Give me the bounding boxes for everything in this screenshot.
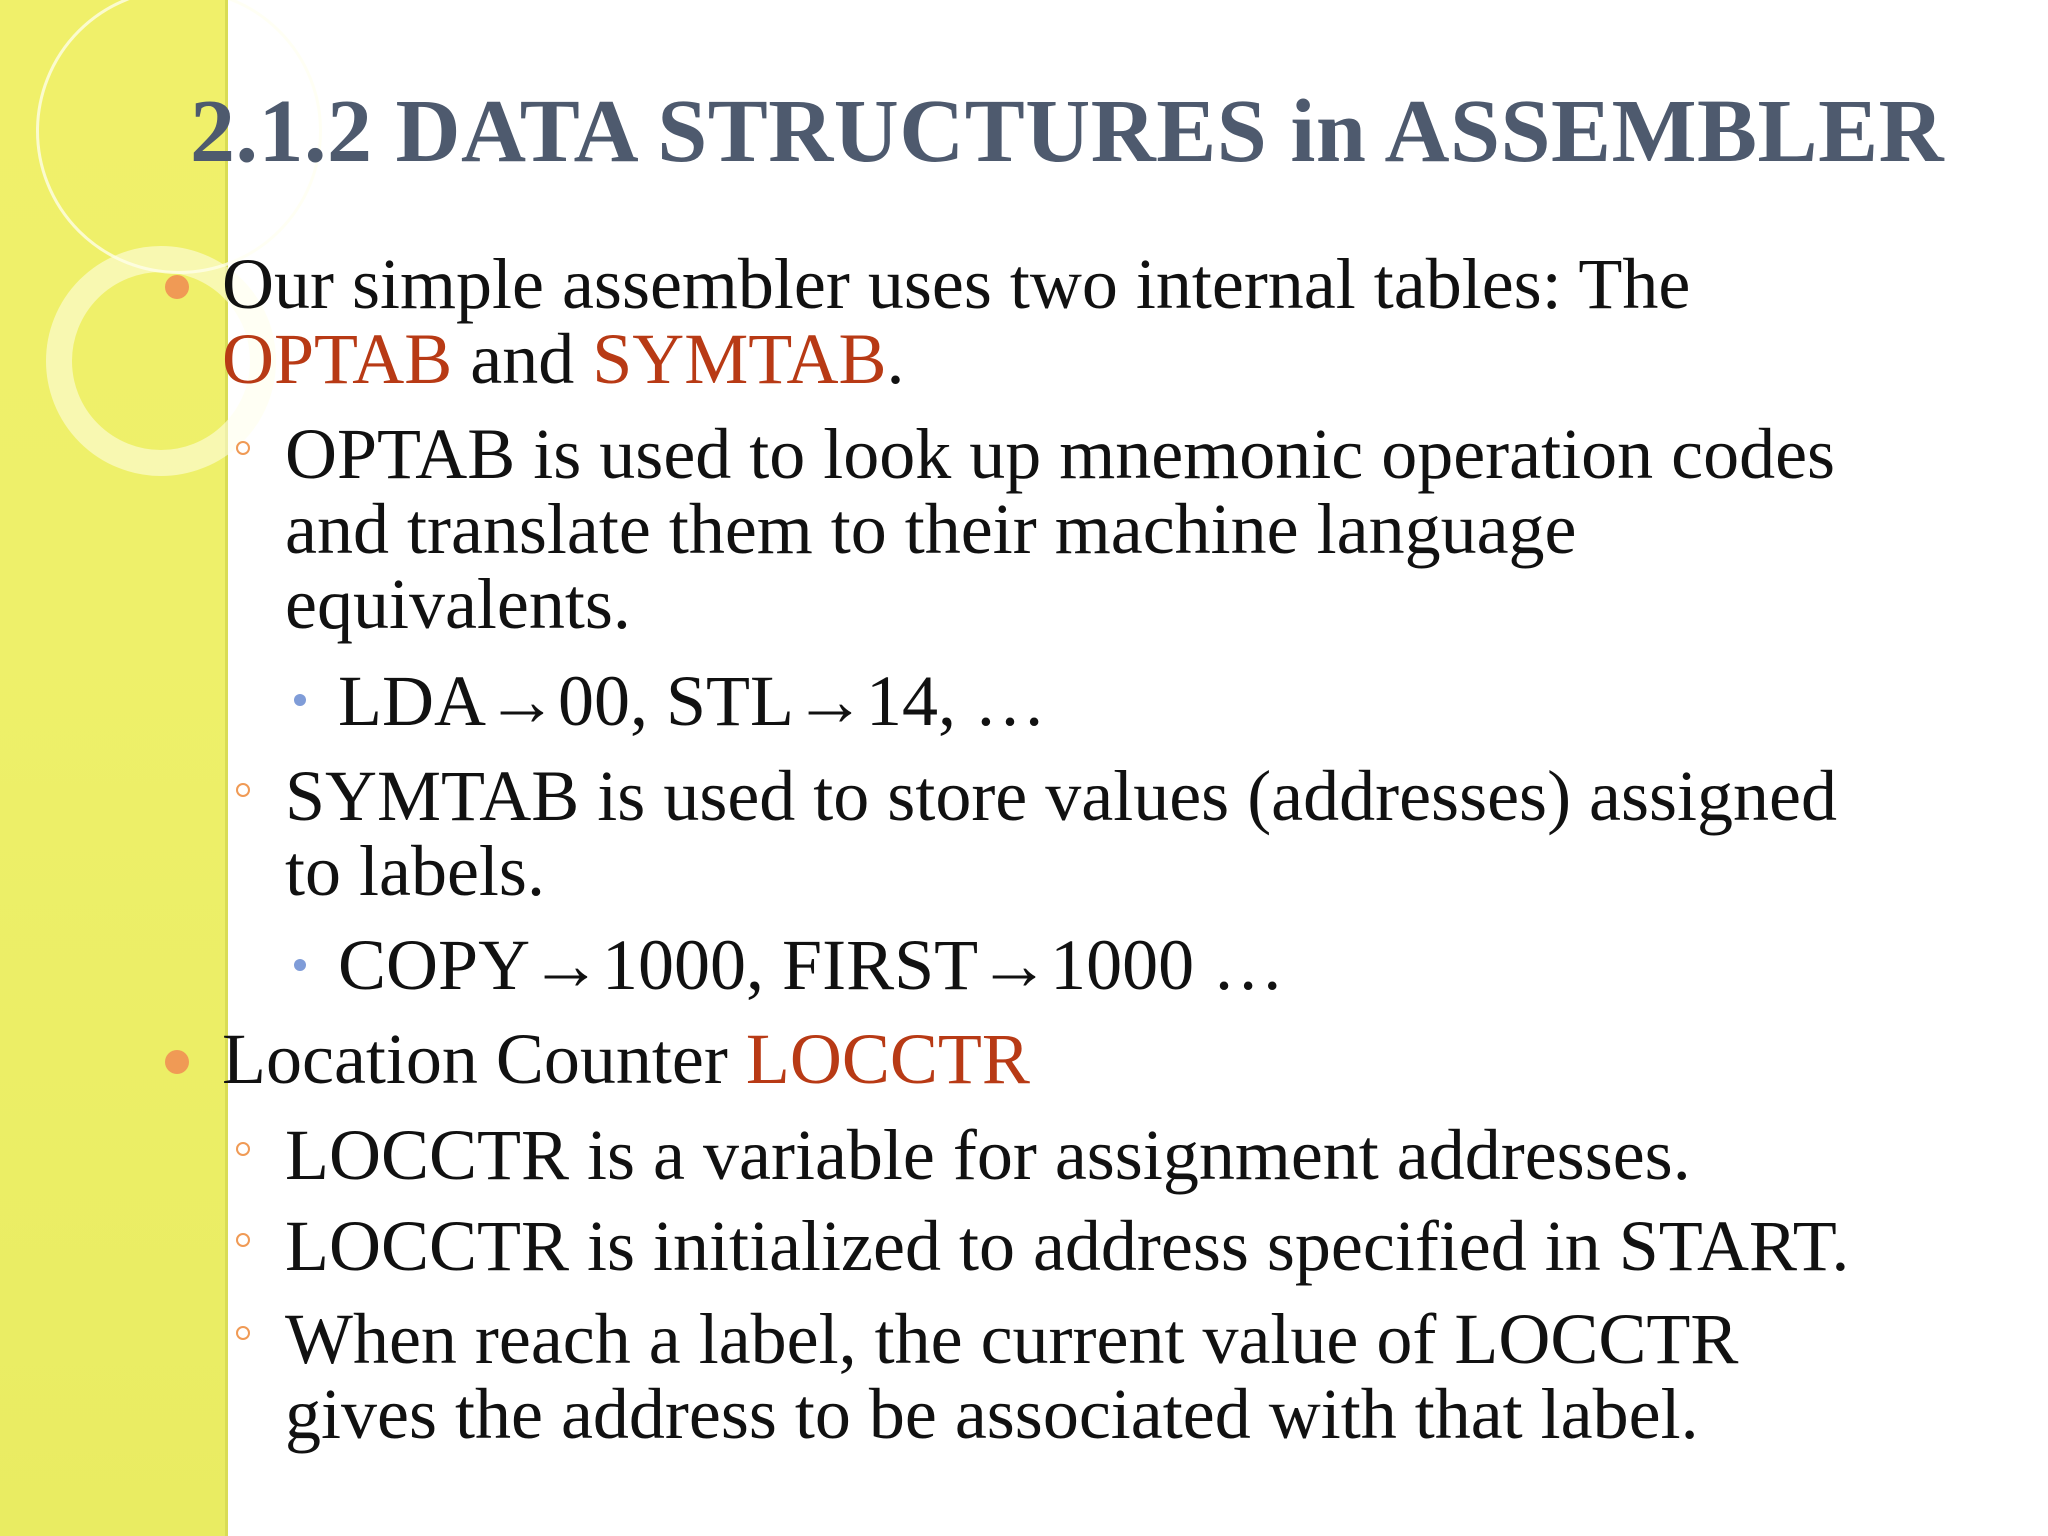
and-text: and (452, 319, 593, 399)
bullet-ring-icon (236, 783, 250, 797)
locctr-desc-initialized: LOCCTR is initialized to address specified in START. (285, 1206, 1850, 1286)
location-counter-text: Location Counter (222, 1019, 746, 1099)
bullet-ring-icon (236, 441, 250, 455)
period-text: . (886, 319, 905, 399)
optab-desc-line3: equivalents. (285, 564, 631, 644)
optab-desc-line2: and translate them to their machine language (285, 489, 1577, 569)
bullet-small-icon (294, 959, 306, 971)
symtab-term: SYMTAB (592, 319, 887, 399)
locctr-desc-label-line1: When reach a label, the current value of LOCCTR (285, 1299, 1739, 1379)
bullet-ring-icon (236, 1142, 250, 1156)
optab-desc-line1: OPTAB is used to look up mnemonic operation codes (285, 414, 1836, 494)
bullet-text: Our simple assembler uses two internal tables: The (222, 244, 1691, 324)
symtab-example: COPY→1000, FIRST→1000 … (338, 925, 1285, 1005)
locctr-desc-label-line2: gives the address to be associated with that label. (285, 1374, 1699, 1454)
symtab-desc-line1: SYMTAB is used to store values (addresses) assigned (285, 756, 1838, 836)
bullet-dot-icon (165, 1050, 189, 1074)
optab-term: OPTAB (222, 319, 453, 399)
bullet-location-counter (222, 1019, 1030, 1099)
slide-title: 2.1.2 DATA STRUCTURES in ASSEMBLER (190, 82, 1945, 181)
optab-example: LDA→00, STL→14, … (338, 661, 1046, 741)
locctr-term: LOCCTR (745, 1019, 1030, 1099)
bullet-dot-icon (165, 275, 189, 299)
bullet-ring-icon (236, 1326, 250, 1340)
locctr-desc-variable: LOCCTR is a variable for assignment addresses. (285, 1115, 1691, 1195)
symtab-desc-line2: to labels. (285, 831, 545, 911)
bullet-internal-tables-line2 (222, 319, 905, 399)
bullet-small-icon (294, 694, 306, 706)
bullet-internal-tables-line1 (222, 244, 1691, 324)
bullet-ring-icon (236, 1233, 250, 1247)
